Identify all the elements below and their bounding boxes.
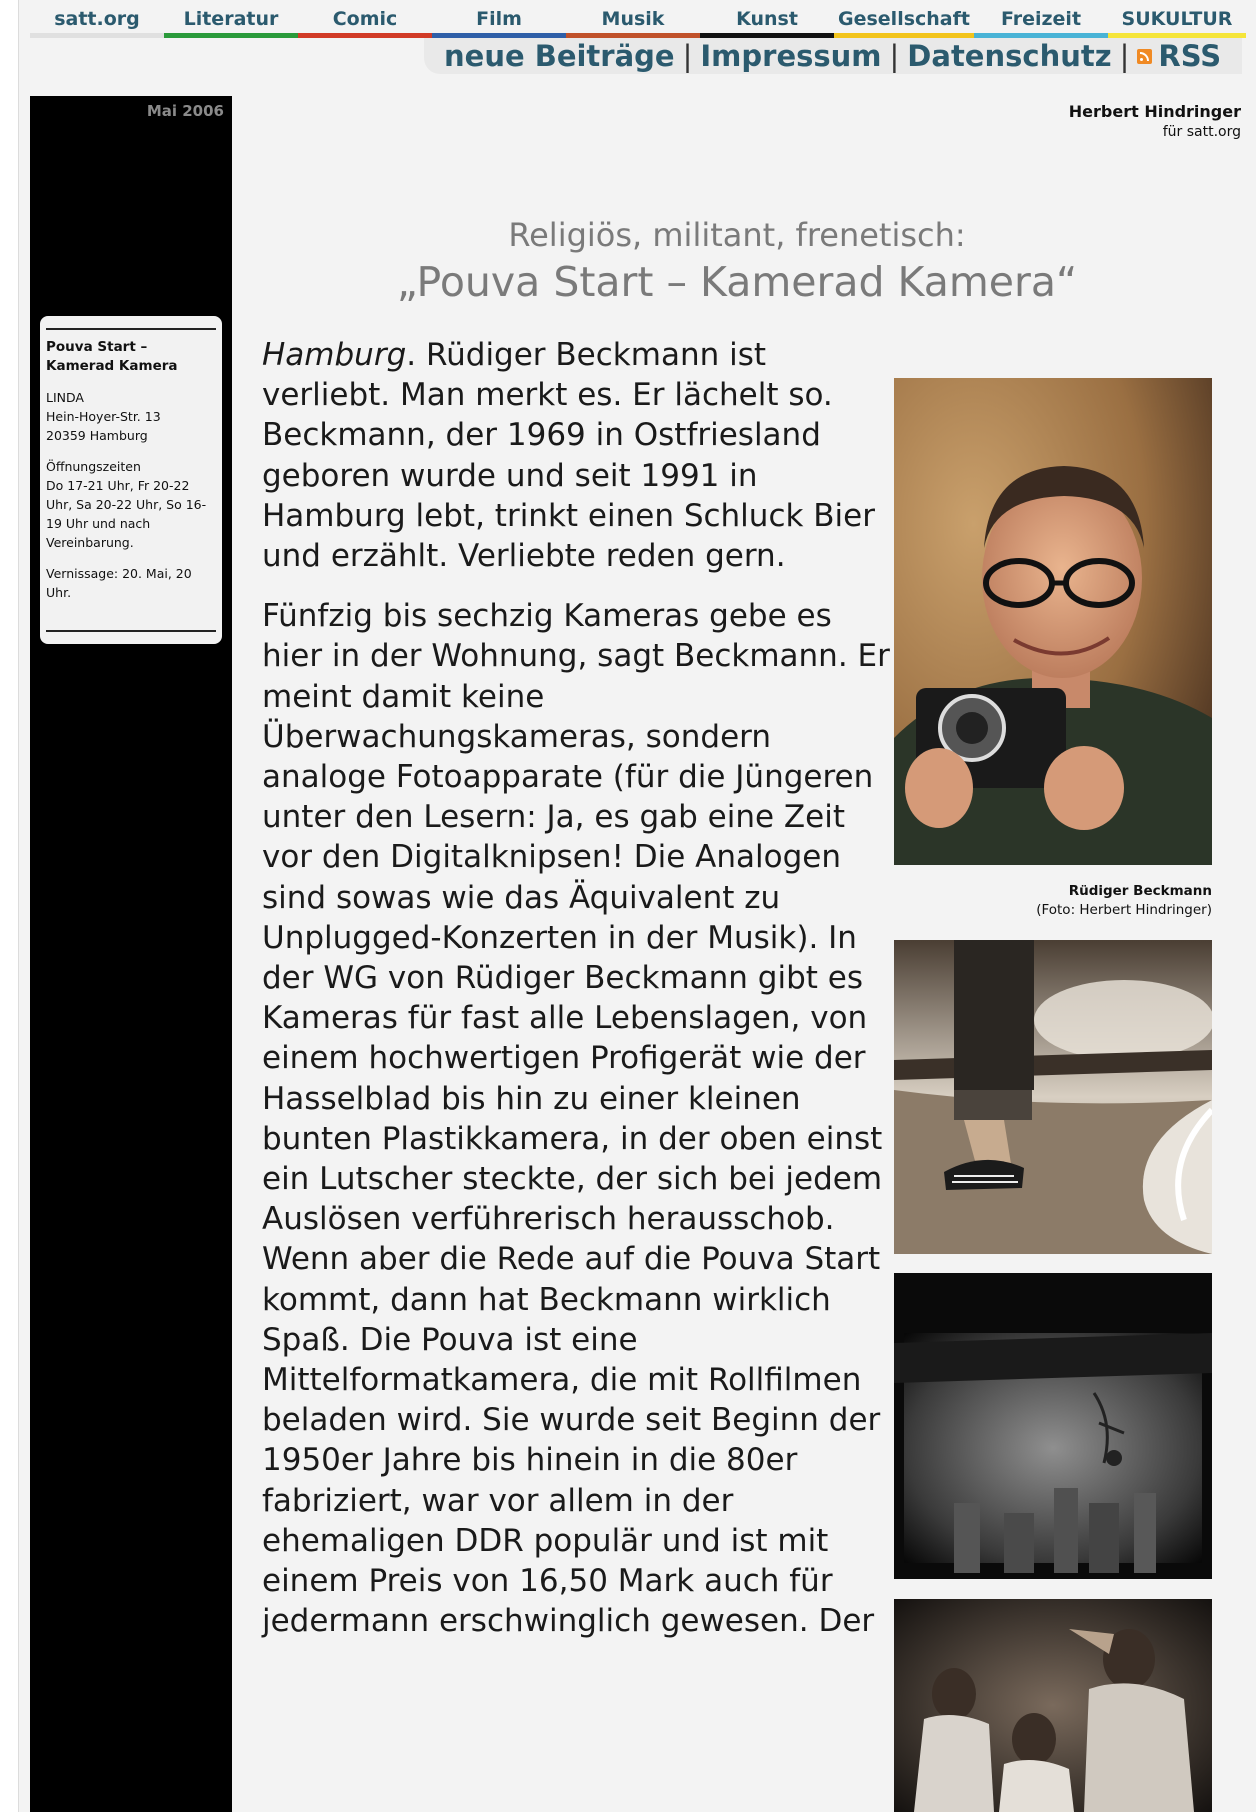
privacy-link[interactable]: Datenschutz <box>907 39 1112 73</box>
nav-item-gesellschaft[interactable]: Gesellschaft <box>834 4 974 38</box>
rss-icon <box>1137 49 1152 64</box>
nav-item-freizeit[interactable]: Freizeit <box>974 4 1108 38</box>
infobox-address: LINDA Hein-Hoyer-Str. 13 20359 Hamburg <box>46 390 161 443</box>
cityscape-photo <box>894 1273 1212 1579</box>
author-block <box>1069 102 1241 140</box>
divider <box>46 630 216 632</box>
article-headline: „Pouva Start – Kamerad Kamera“ <box>396 258 1078 306</box>
nav-item-kunst[interactable]: Kunst <box>700 4 834 38</box>
category-nav <box>30 4 1246 38</box>
rss-label: RSS <box>1158 39 1222 73</box>
caption-credit: (Foto: Herbert Hindringer) <box>1036 902 1212 918</box>
caption-name: Rüdiger Beckmann <box>1068 883 1212 899</box>
issue-date: Mai 2006 <box>146 102 224 120</box>
nav-item-film[interactable]: Film <box>432 4 566 38</box>
nav-item-comic[interactable]: Comic <box>298 4 432 38</box>
article-place: Hamburg <box>262 337 407 373</box>
sidebar <box>30 96 232 1812</box>
article-paragraph: Hamburg. Rüdiger Beckmann ist verliebt. Man merkt es. Er lächelt so. Beckmann, der 1969 in Ostfriesland geboren wurde und seit 1991 in Hamburg lebt, trinkt einen Schluck Bier und erzählt. Verliebte reden gern. <box>262 337 875 575</box>
author-site: für satt.org <box>1162 124 1241 140</box>
nav-item-satt[interactable]: satt.org <box>30 4 164 38</box>
nav-separator: | <box>1119 39 1130 73</box>
nav-item-musik[interactable]: Musik <box>566 4 700 38</box>
infobox-hours: Öffnungszeiten Do 17-21 Uhr, Fr 20-22 Uhr, Sa 20-22 Uhr, So 16-19 Uhr und nach Vereinbarung. <box>46 459 207 550</box>
imprint-link[interactable]: Impressum <box>700 39 882 73</box>
exhibition-infobox <box>40 316 222 644</box>
portrait-photo <box>894 378 1212 865</box>
secondary-nav <box>424 38 1242 74</box>
nav-item-literatur[interactable]: Literatur <box>164 4 298 38</box>
new-posts-link[interactable]: neue Beiträge <box>444 39 675 73</box>
photo-caption <box>894 882 1212 920</box>
nav-item-sukultur[interactable]: SUKULTUR <box>1108 4 1246 38</box>
figures-photo <box>894 1599 1212 1812</box>
divider <box>46 328 216 330</box>
nav-separator: | <box>889 39 900 73</box>
infobox-opening: Vernissage: 20. Mai, 20 Uhr. <box>46 566 192 600</box>
infobox-title: Pouva Start – Kamerad Kamera <box>46 339 178 374</box>
author-name: Herbert Hindringer <box>1068 102 1241 121</box>
article-kicker: Religiös, militant, frenetisch: <box>508 216 966 254</box>
beach-photo <box>894 940 1212 1254</box>
rss-link[interactable] <box>1137 39 1221 73</box>
article-body <box>262 335 892 1662</box>
article-paragraph: Fünfzig bis sechzig Kameras gebe es hier in der Wohnung, sagt Beckmann. Er meint damit keine Überwachungskameras, sondern analoge Fotoapparate (für die Jüngeren unter den Lesern: Ja, es gab eine Zeit vor den Digitalknipsen! Die Analogen sind sowas wie das Äquivalent zu Unplugged-Konzerten in der Musik). In der WG von Rüdiger Beckmann gibt es Kameras für fast alle Lebenslagen, von einem hochwertigen Profigerät wie der Hasselblad bis hin zu einer kleinen bunten Plastikkamera, in der oben einst ein Lutscher steckte, der sich bei jedem Auslösen verführerisch herausschob. Wenn aber die Rede auf die Pouva Start kommt, dann hat Beckmann wirklich Spaß. Die Pouva ist eine Mittelformatkamera, die mit Rollfilmen beladen wird. Sie wurde seit Beginn der 1950er Jahre bis hinein in die 80er fabriziert, war vor allem in der ehemaligen DDR populär und ist mit einem Preis von 16,50 Mark auch für jedermann erschwinglich gewesen. Der <box>262 598 890 1640</box>
nav-separator: | <box>682 39 693 73</box>
